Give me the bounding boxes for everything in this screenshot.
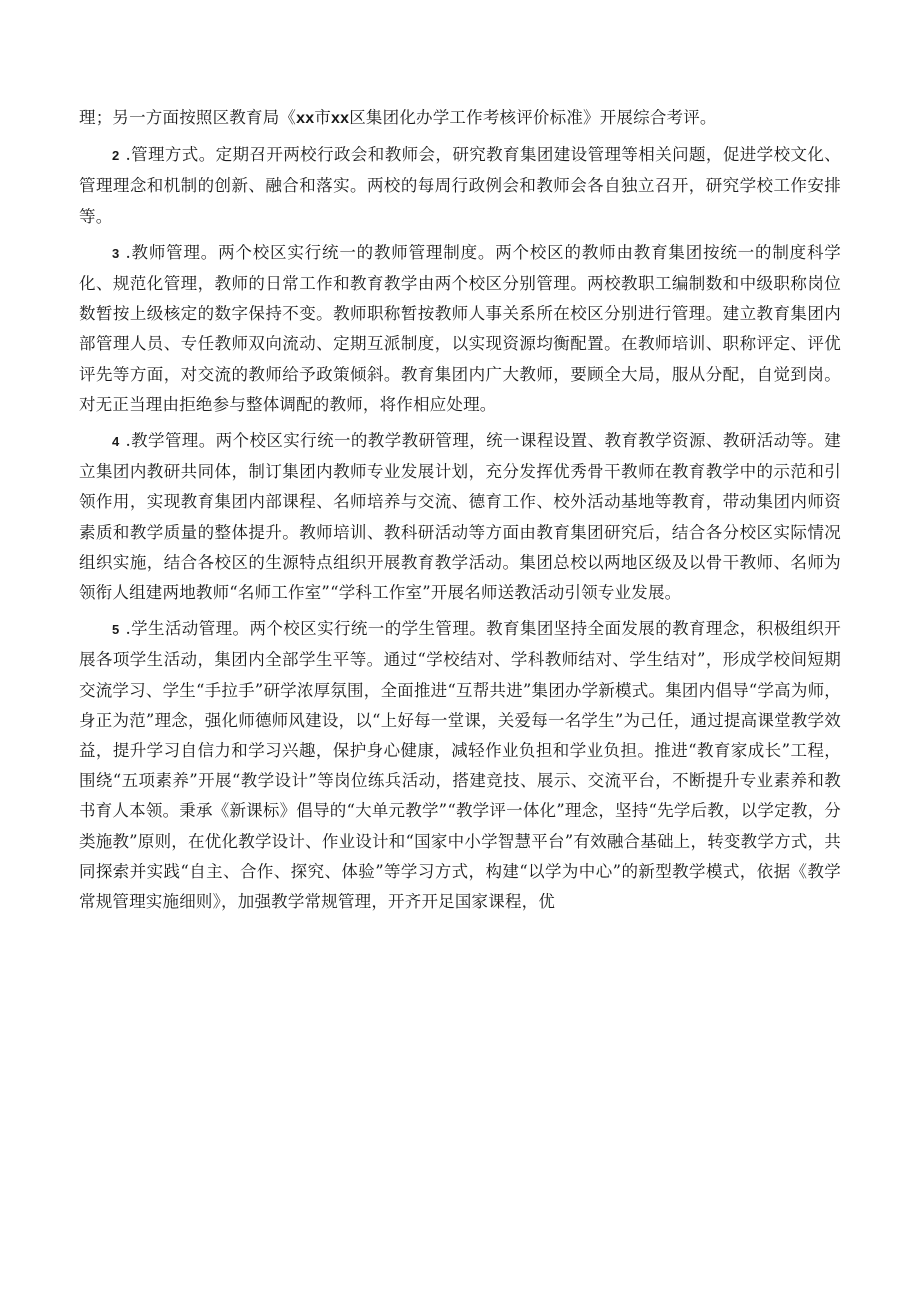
intro-text-post: 区集团化办学工作考核评价标准》开展综合考评。 — [349, 108, 717, 127]
section-management-method — [79, 140, 841, 232]
section-number: 2 — [112, 148, 120, 164]
section-text: .学生活动管理。两个校区实行统一的学生管理。教育集团坚持全面发展的教育理念，积极组织开展各项学生活动，集团内全部学生平等。通过“学校结对、学科教师结对、学生结对”，形成学校间短期交流学习、学生“手拉手”研学浓厚氛围，全面推进“互帮共进”集团办学新模式。集团内倡导“学高为师，身正为范”理念，强化师德师风建设，以“上好每一堂课，关爱每一名学生”为己任，通过提高课堂教学效益，提升学习自信力和学习兴趣，保护身心健康，减轻作业负担和学业负担。推进“教育家成长”工程，围绕“五项素养”开展“教学设计”等岗位练兵活动，搭建竞技、展示、交流平台，不断提升专业素养和教书育人本领。秉承《新课标》倡导的“大单元教学”“教学评一体化”理念，坚持“先学后教，以学定教，分类施教”原则，在优化教学设计、作业设计和“国家中小学智慧平台”有效融合基础上，转变教学方式，共同探索并实践“自主、合作、探究、体验”等学习方式，构建“以学为中心”的新型教学模式，依据《教学常规管理实施细则》，加强教学常规管理，开齐开足国家课程，优 — [79, 619, 841, 912]
section-text: .教学管理。两个校区实行统一的教学教研管理，统一课程设置、教育教学资源、教研活动等。建立集团内教研共同体，制订集团内教师专业发展计划，充分发挥优秀骨干教师在教育教学中的示范和引领作用，实现教育集团内部课程、名师培养与交流、德育工作、校外活动基地等教育，带动集团内师资素质和教学质量的整体提升。教师培训、教科研活动等方面由教育集团研究后，结合各分校区实际情况组织实施，结合各校区的生源特点组织开展教育教学活动。集团总校以两地区级及以骨干教师、名师为领衔人组建两地教师“名师工作室”“学科工作室”开展名师送教活动引领专业发展。 — [79, 431, 841, 603]
section-number: 4 — [112, 434, 120, 450]
intro-text-pre: 理；另一方面按照区教育局《 — [79, 108, 297, 127]
section-text: .教师管理。两个校区实行统一的教师管理制度。两个校区的教师由教育集团按统一的制度科学化、规范化管理，教师的日常工作和教育教学由两个校区分别管理。两校教职工编制数和中级职称岗位数暂按上级核定的数字保持不变。教师职称暂按教师人事关系所在校区分别进行管理。建立教育集团内部管理人员、专任教师双向流动、定期互派制度，以实现资源均衡配置。在教师培训、职称评定、评优评先等方面，对交流的教师给予政策倾斜。教育集团内广大教师，要顾全大局，服从分配，自觉到岗。对无正当理由拒绝参与整体调配的教师，将作相应处理。 — [79, 242, 841, 414]
intro-xx-city: xx — [296, 110, 315, 127]
section-number: 3 — [112, 245, 120, 261]
section-student-activity-management — [79, 614, 841, 917]
section-text: .管理方式。定期召开两校行政会和教师会，研究教育集团建设管理等相关问题，促进学校文化、管理理念和机制的创新、融合和落实。两校的每周行政例会和教师会各自独立召开，研究学校工作安排等。 — [79, 145, 841, 226]
intro-text-city: 市 — [314, 108, 332, 127]
section-teaching-management — [79, 426, 841, 608]
section-number: 5 — [112, 622, 120, 638]
section-teacher-management — [79, 238, 841, 420]
intro-xx-district: xx — [331, 110, 350, 127]
intro-paragraph — [79, 103, 841, 134]
document-page — [79, 103, 841, 917]
